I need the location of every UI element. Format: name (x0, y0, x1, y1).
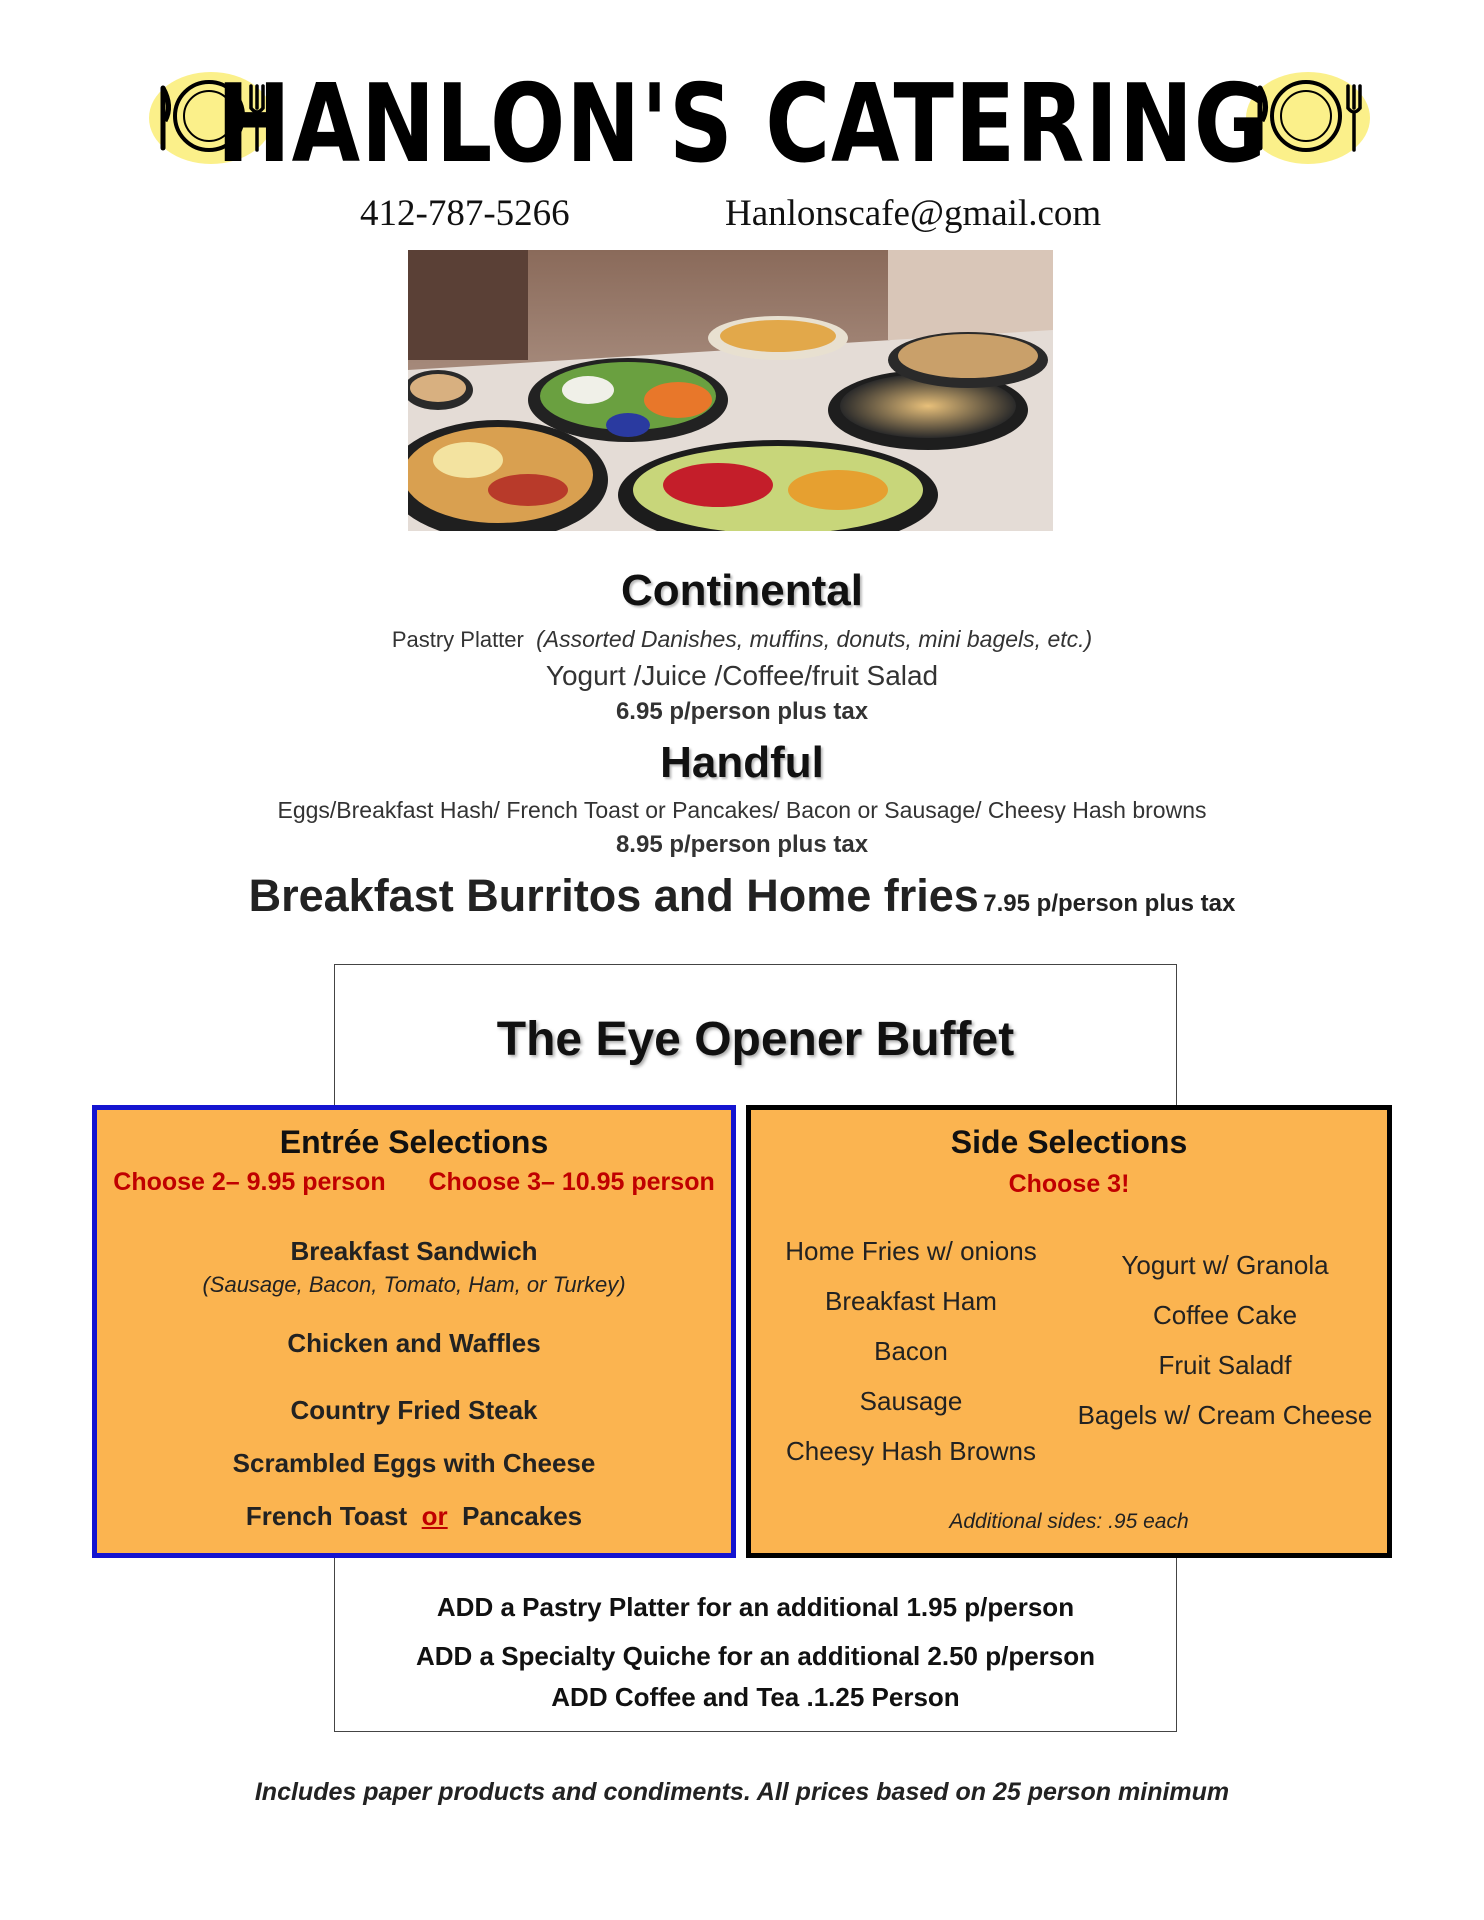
entree-selections-panel (92, 1105, 736, 1558)
addon-pastry: ADD a Pastry Platter for an additional 1.95 p/person (436, 1592, 1075, 1622)
burritos-price: 7.95 p/person plus tax (983, 890, 1236, 917)
footer-note: Includes paper products and condiments. All prices based on 25 person minimum (254, 1778, 1230, 1806)
continental-heading: Continental (621, 566, 863, 615)
entree-pancakes: Pancakes (462, 1501, 583, 1531)
entree-choose-2: Choose 2– 9.95 person (113, 1168, 386, 1196)
side-item: Fruit Saladf (1158, 1350, 1292, 1380)
side-item: Breakfast Ham (825, 1286, 997, 1316)
side-item: Yogurt w/ Granola (1121, 1250, 1329, 1280)
item-juice: /Juice (633, 660, 715, 691)
page-title: HANLON'S CATERING (216, 62, 1268, 187)
entree-sandwich-note: (Sausage, Bacon, Tomato, Ham, or Turkey) (202, 1272, 626, 1297)
burritos-line (0, 870, 1484, 922)
side-additional: Additional sides: .95 each (949, 1510, 1189, 1533)
item-yogurt: Yogurt (545, 660, 634, 691)
entree-country-fried-steak: Country Fried Steak (290, 1395, 538, 1425)
handful-price: 8.95 p/person plus tax (615, 831, 869, 858)
pastry-note: (Assorted Danishes, muffins, donuts, mini bagels, etc.) (536, 626, 1093, 652)
buffet-title: The Eye Opener Buffet (496, 1013, 1015, 1066)
side-item: Bagels w/ Cream Cheese (1077, 1400, 1373, 1430)
addon-quiche: ADD a Specialty Quiche for an additional 2.50 p/person (415, 1641, 1096, 1671)
entree-scrambled-eggs: Scrambled Eggs with Cheese (232, 1448, 596, 1478)
item-fruit-salad: /fruit Salad (804, 660, 939, 691)
side-item: Cheesy Hash Browns (786, 1436, 1036, 1466)
side-selections-panel (746, 1105, 1392, 1558)
continental-items (0, 660, 1484, 692)
burritos-name: Breakfast Burritos and Home fries (248, 870, 979, 921)
entree-title: Entrée Selections (279, 1124, 549, 1160)
entree-breakfast-sandwich: Breakfast Sandwich (290, 1236, 538, 1266)
side-choose: Choose 3! (1008, 1170, 1130, 1198)
entree-or: or (421, 1501, 448, 1531)
entree-choose-line (97, 1168, 731, 1197)
side-title: Side Selections (950, 1124, 1188, 1160)
buffet-table-photo (408, 250, 1053, 531)
entree-french-toast: French Toast (245, 1501, 408, 1531)
handful-heading: Handful (660, 738, 824, 787)
entree-chicken-waffles: Chicken and Waffles (287, 1328, 541, 1358)
side-item: Sausage (859, 1386, 963, 1416)
side-item: Home Fries w/ onions (785, 1236, 1037, 1266)
entree-choose-3: Choose 3– 10.95 person (428, 1168, 715, 1196)
item-coffee: /Coffee (714, 660, 805, 691)
email-address: Hanlonscafe@gmail.com (725, 193, 1102, 234)
continental-price: 6.95 p/person plus tax (615, 698, 869, 725)
addon-coffee-tea: ADD Coffee and Tea .1.25 Person (551, 1682, 960, 1712)
side-item: Bacon (874, 1336, 948, 1366)
entree-french-toast-pancakes (97, 1501, 731, 1532)
pastry-platter-line (0, 626, 1484, 653)
side-item: Coffee Cake (1152, 1300, 1298, 1330)
phone-number: 412-787-5266 (360, 193, 570, 234)
pastry-label: Pastry Platter (391, 627, 524, 652)
handful-items: Eggs/Breakfast Hash/ French Toast or Pancakes/ Bacon or Sausage/ Cheesy Hash browns (277, 797, 1207, 823)
